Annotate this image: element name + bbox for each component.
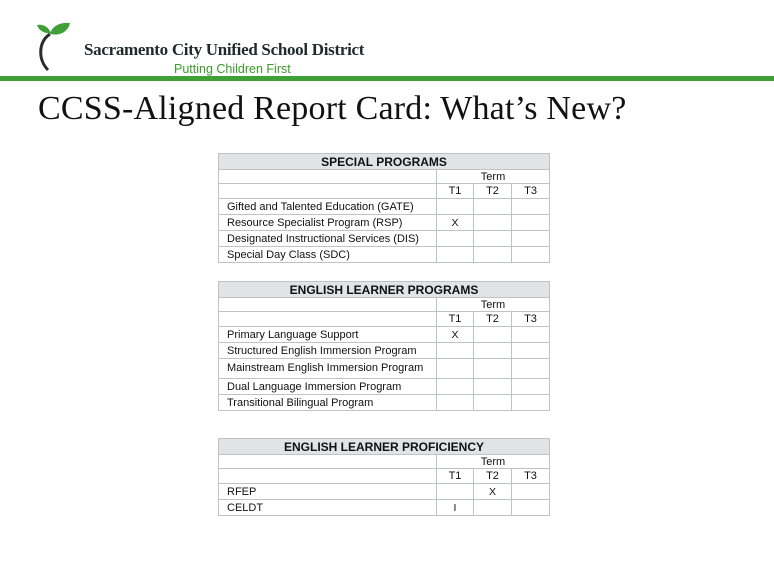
t1-mark: X — [437, 327, 474, 343]
t2-mark — [474, 359, 512, 379]
t1-mark — [437, 359, 474, 379]
table-row — [219, 327, 550, 343]
program-label: Special Day Class (SDC) — [219, 247, 437, 263]
term-column-t3: T3 — [512, 469, 550, 484]
table-row — [219, 484, 550, 500]
term-header: Term — [437, 170, 550, 184]
district-tagline: Putting Children First — [174, 62, 291, 76]
english-learner-proficiency-table — [218, 438, 550, 516]
header-divider — [0, 76, 774, 81]
term-column-t3: T3 — [512, 312, 550, 327]
t2-mark — [474, 379, 512, 395]
term-header: Term — [437, 298, 550, 312]
t2-mark — [474, 247, 512, 263]
t3-mark — [512, 379, 550, 395]
t3-mark — [512, 395, 550, 411]
program-label: Mainstream English Immersion Program — [219, 359, 437, 379]
table-row — [219, 199, 550, 215]
t3-mark — [512, 484, 550, 500]
t3-mark — [512, 215, 550, 231]
term-column-t1: T1 — [437, 312, 474, 327]
t1-mark — [437, 247, 474, 263]
program-label: RFEP — [219, 484, 437, 500]
t3-mark — [512, 327, 550, 343]
t1-mark — [437, 484, 474, 500]
table-row — [219, 359, 550, 379]
term-column-t2: T2 — [474, 312, 512, 327]
table-row — [219, 247, 550, 263]
t3-mark — [512, 199, 550, 215]
program-label: Structured English Immersion Program — [219, 343, 437, 359]
t3-mark — [512, 359, 550, 379]
t1-mark — [437, 343, 474, 359]
t2-mark — [474, 500, 512, 516]
t1-mark — [437, 395, 474, 411]
table-row — [219, 231, 550, 247]
district-name: Sacramento City Unified School District — [84, 40, 365, 59]
program-label: Gifted and Talented Education (GATE) — [219, 199, 437, 215]
program-label: Transitional Bilingual Program — [219, 395, 437, 411]
table-row — [219, 215, 550, 231]
english-learner-programs-table — [218, 281, 550, 411]
t1-mark — [437, 379, 474, 395]
t2-mark — [474, 199, 512, 215]
table-row — [219, 395, 550, 411]
section-title: SPECIAL PROGRAMS — [219, 154, 550, 170]
t3-mark — [512, 247, 550, 263]
t2-mark — [474, 327, 512, 343]
t3-mark — [512, 231, 550, 247]
t3-mark — [512, 343, 550, 359]
slide-title: CCSS-Aligned Report Card: What’s New? — [38, 90, 627, 127]
program-label: Primary Language Support — [219, 327, 437, 343]
term-column-t3: T3 — [512, 184, 550, 199]
t2-mark — [474, 343, 512, 359]
section-title: ENGLISH LEARNER PROGRAMS — [219, 282, 550, 298]
t1-mark: X — [437, 215, 474, 231]
term-column-t2: T2 — [474, 469, 512, 484]
special-programs-table — [218, 153, 550, 263]
program-label: Resource Specialist Program (RSP) — [219, 215, 437, 231]
t1-mark — [437, 199, 474, 215]
term-column-t1: T1 — [437, 184, 474, 199]
t2-mark — [474, 215, 512, 231]
district-logo — [36, 20, 365, 80]
program-label: Designated Instructional Services (DIS) — [219, 231, 437, 247]
t2-mark — [474, 231, 512, 247]
term-column-t2: T2 — [474, 184, 512, 199]
program-label: CELDT — [219, 500, 437, 516]
section-title: ENGLISH LEARNER PROFICIENCY — [219, 439, 550, 455]
term-header: Term — [437, 455, 550, 469]
t2-mark — [474, 395, 512, 411]
t1-mark: I — [437, 500, 474, 516]
table-row — [219, 379, 550, 395]
table-row — [219, 500, 550, 516]
t3-mark — [512, 500, 550, 516]
term-column-t1: T1 — [437, 469, 474, 484]
t2-mark: X — [474, 484, 512, 500]
table-row — [219, 343, 550, 359]
program-label: Dual Language Immersion Program — [219, 379, 437, 395]
t1-mark — [437, 231, 474, 247]
sprout-logo-icon — [36, 20, 76, 72]
